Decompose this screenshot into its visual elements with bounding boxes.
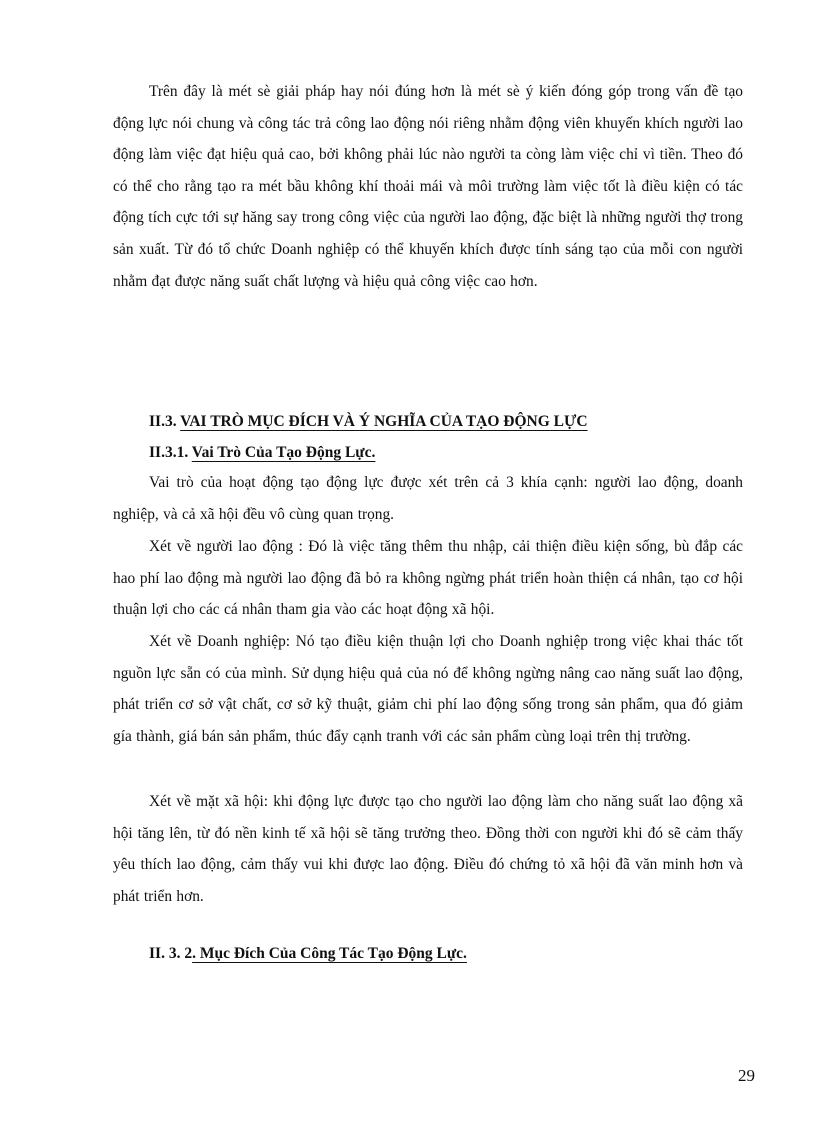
subsection-heading-role-number: II.3.1.	[149, 444, 192, 461]
subsection-heading-purpose-number: II. 3. 2	[149, 945, 193, 962]
intro-paragraph: Trên đây là mét sè giải pháp hay nói đúng hơn là mét sè ý kiến đóng góp trong vấn đề tạo động lực nói chung và công tác trả công lao động nói riêng nhằm động viên khuyến khích người lao động làm việc đạt hiệu quả cao, bởi không phải lúc nào người ta còng làm việc chỉ vì tiền. Theo đó có thể cho rằng tạo ra mét bầu không khí thoải mái và môi trường làm việc tốt là điều kiện có tác động tích cực tới sự hăng say trong công việc của người lao động, đặc biệt là những người thợ trong sản xuất. Từ đó tổ chức Doanh nghiệp có thể khuyến khích được tính sáng tạo của mỗi con người nhằm đạt được năng suất chất lượng và hiệu quả công việc cao hơn.	[113, 83, 743, 290]
subsection-heading-role-title: Vai Trò Của Tạo Động Lực.	[191, 444, 376, 461]
paragraph-role-overview: Vai trò của hoạt động tạo động lực được xét trên cả 3 khía cạnh: người lao động, doanh nghiệp, và cả xã hội đều vô cùng quan trọng.	[113, 474, 743, 523]
paragraph-employee-perspective: Xét về người lao động : Đó là việc tăng thêm thu nhập, cải thiện điều kiện sống, bù đắp các hao phí lao động mà người lao động đã bỏ ra không ngừng phát triển hoàn thiện cá nhân, tạo cơ hội thuận lợi cho các cá nhân tham gia vào các hoạt động xã hội.	[113, 538, 743, 619]
paragraph-society-perspective: Xét về mặt xã hội: khi động lực được tạo cho người lao động làm cho năng suất lao động xã hội tăng lên, từ đó nền kinh tế xã hội sẽ tăng trưởng theo. Đồng thời con người khi đó sẽ cảm thấy yêu thích lao động, cảm thấy vui khi được lao động. Điều đó chứng tỏ xã hội đã văn minh hơn và phát triển hơn.	[113, 793, 743, 905]
section-heading-number: II.3.	[149, 413, 181, 430]
subsection-heading-purpose-title: . Mục Đích Của Công Tác Tạo Động Lực.	[192, 945, 467, 962]
paragraph-enterprise-perspective: Xét về Doanh nghiệp: Nó tạo điều kiện thuận lợi cho Doanh nghiệp trong việc khai thác tốt nguồn lực sẵn có của mình. Sử dụng hiệu quả của nó để không ngừng nâng cao năng suất lao động, phát triển cơ sở vật chất, cơ sở kỹ thuật, giảm chi phí lao động sống trong sản phẩm, qua đó giảm gía thành, giá bán sản phẩm, thúc đẩy cạnh tranh với các sản phẩm cùng loại trên thị trường.	[113, 633, 743, 745]
section-heading-title: VAI TRÒ MỤC ĐÍCH VÀ Ý NGHĨA CỦA TẠO ĐỘNG LỰC	[180, 413, 588, 430]
page-number: 29	[738, 1066, 755, 1085]
subsection-heading-purpose	[149, 942, 467, 966]
section-heading	[149, 410, 588, 434]
subsection-heading-role	[149, 441, 375, 465]
